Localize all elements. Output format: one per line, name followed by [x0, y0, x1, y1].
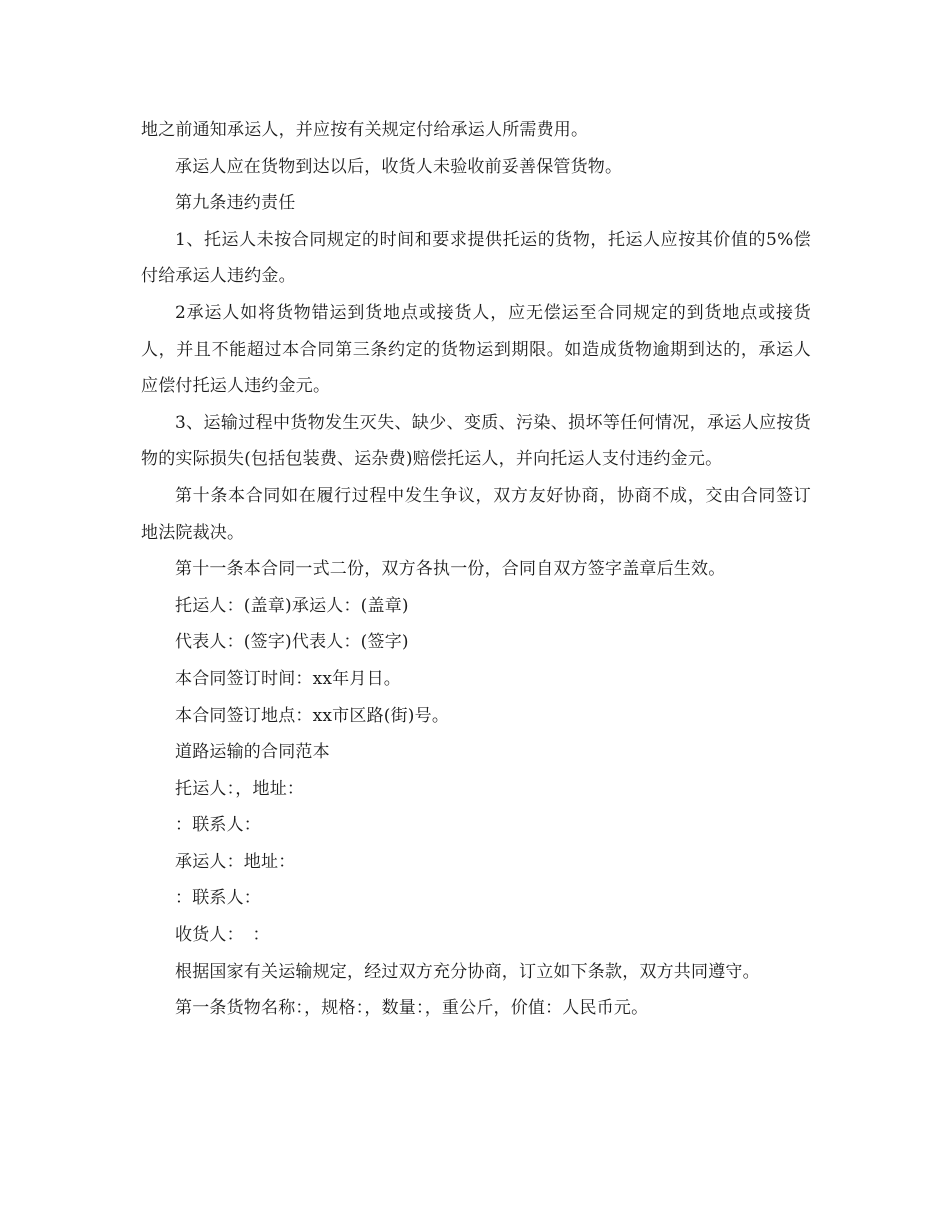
shipper-contact-line: ：联系人： [175, 815, 261, 836]
paragraph-article-11: 第十一条本合同一式二份，双方各执一份，合同自双方签字盖章后生效。 [175, 559, 726, 580]
signing-place-line: 本合同签订地点：xx市区路(街)号。 [175, 705, 450, 726]
consignee-line: 收货人： ： [175, 925, 270, 946]
carrier-contact-line: ：联系人： [175, 888, 261, 909]
signing-date-line: 本合同签订时间：xx年月日。 [175, 668, 401, 689]
carrier-line: 承运人：地址： [175, 851, 296, 872]
paragraph-clause-1: 1、托运人未按合同规定的时间和要求提供托运的货物，托运人应按其价值的5%偿付给承运人违约金。 [141, 229, 811, 287]
document-body [141, 112, 811, 1027]
section-heading-article-9: 第九条违约责任 [175, 193, 296, 214]
signature-representative-line: 代表人：(签字)代表人：(签字) [175, 632, 409, 653]
paragraph-preamble: 根据国家有关运输规定，经过双方充分协商，订立如下条款，双方共同遵守。 [175, 961, 760, 982]
paragraph-carrier-custody: 承运人应在货物到达以后，收货人未验收前妥善保管货物。 [175, 156, 623, 177]
paragraph-article-10: 第十条本合同如在履行过程中发生争议，双方友好协商，协商不成，交由合同签订地法院裁决。 [141, 485, 811, 543]
paragraph-article-1: 第一条货物名称：，规格：，数量：，重公斤，价值：人民币元。 [175, 998, 649, 1019]
paragraph-clause-2: 2承运人如将货物错运到货地点或接货人，应无偿运至合同规定的到货地点或接货人，并且不能超过本合同第三条约定的货物运到期限。如造成货物逾期到达的，承运人应偿付托运人违约金元。 [141, 302, 811, 397]
signature-seal-line: 托运人：(盖章)承运人：(盖章) [175, 595, 409, 616]
template-title: 道路运输的合同范本 [175, 742, 330, 763]
paragraph-continuation: 地之前通知承运人，并应按有关规定付给承运人所需费用。 [141, 120, 589, 140]
shipper-line: 托运人：，地址： [175, 778, 305, 799]
paragraph-clause-3: 3、运输过程中货物发生灭失、缺少、变质、污染、损坏等任何情况，承运人应按货物的实际损失(包括包装费、运杂费)赔偿托运人，并向托运人支付违约金元。 [141, 412, 811, 470]
